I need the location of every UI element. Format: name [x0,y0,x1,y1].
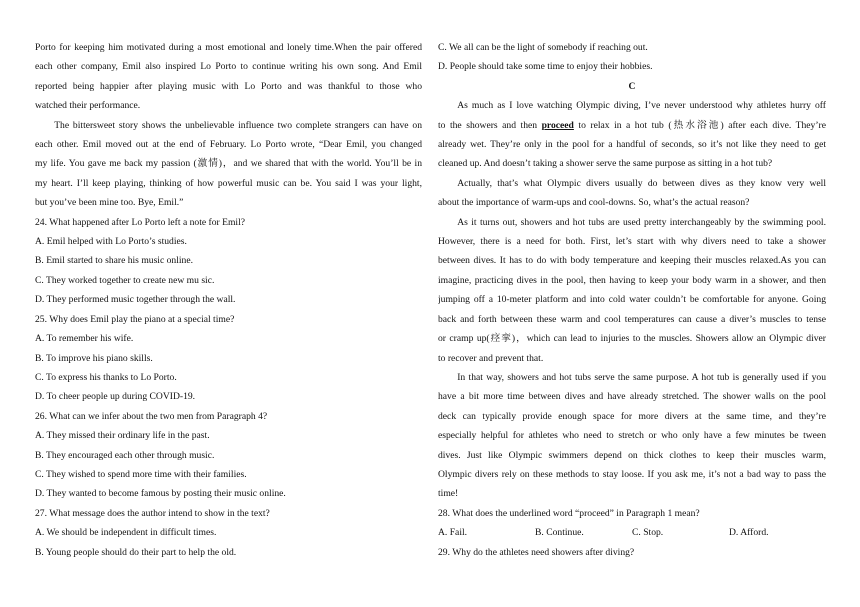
text-line: my heart. I’ll keep playing, thinking of how powerful music can be. You said I was your light, [35,177,422,189]
underlined-word: proceed [541,119,574,131]
text-line: especially helpful for athletes who need to stretch or who only have a few minutes be tween [438,430,826,442]
text-line: In that way, showers and hot tubs serve the same purpose. A hot tub is generally used if you [457,371,826,383]
right-column [438,38,826,562]
text-line: Actually, that’s what Olympic divers usually do between dives as they know very well [457,177,826,189]
question-28-options [438,523,826,542]
option-27a: A. We should be independent in difficult times. [35,527,217,539]
text-line: imagine, practicing dives in the pool, then having to keep your body warm in a shower, and then [438,274,826,286]
option-25d: D. To cheer people up during COVID-19. [35,391,196,403]
option-27d: D. People should take some time to enjoy their hobbies. [438,61,653,73]
question-25: 25. Why does Emil play the piano at a special time? [35,313,235,325]
option-26b: B. They encouraged each other through music. [35,449,215,461]
text-line: As it turns out, showers and hot tubs are used pretty interchangeably by the swimming pool. [457,216,826,228]
text-line: already wet. They’re only in the pool for a handful of seconds, so it’s not like they need to get [438,139,826,151]
option-26a: A. They missed their ordinary life in the past. [35,430,210,442]
option-24b: B. Emil started to share his music online. [35,255,194,267]
text-line: dives. Just like Olympic swimmers depend on thick clothes to keep their muscles warm, [438,449,826,461]
text-line: The bittersweet story shows the unbelievable influence two complete strangers can have on [54,119,422,131]
text-line: to recover and prevent that. [438,352,544,364]
option-28a: A. Fail. [438,527,468,539]
option-24c: C. They worked together to create new mu sic. [35,274,215,286]
text-segment: to the showers and then [438,119,542,131]
option-28c: C. Stop. [632,527,664,539]
question-26: 26. What can we infer about the two men from Paragraph 4? [35,410,268,422]
text-line: As much as I love watching Olympic diving, I’ve never understood why athletes hurry off [457,100,826,112]
text-line: watched their performance. [35,100,141,112]
text-line [438,116,826,135]
section-heading: C [628,80,636,92]
option-26c: C. They wished to spend more time with their families. [35,468,247,480]
option-25c: C. To express his thanks to Lo Porto. [35,371,177,383]
text-line: about the importance of warm-ups and cool-downs. So, what’s the actual reason? [438,197,750,209]
text-line: cleaned up. And doesn’t taking a shower serve the same purpose as sitting in a hot tub? [438,158,773,170]
text-line: time! [438,488,459,500]
text-line: jumping off a 10-meter platform and into cold water couldn’t be comfortable for anyone. Going [438,294,826,306]
text-line: but you’ve been mine too. Bye, Emil.” [35,197,184,209]
text-line: back and forth between these warm and cool temperatures can cause a diver’s muscles to tense [438,313,826,325]
option-26d: D. They wanted to become famous by posting their music online. [35,488,286,500]
text-line: Olympic divers rely on these methods to stay loose. If you ask me, it’s not a bad way to pass the [438,468,826,480]
text-line: each other. Emil moved out at the end of February. Lo Porto wrote, “Dear Emil, you changed [35,139,422,151]
option-27b: B. Young people should do their part to help the old. [35,546,237,558]
option-24d: D. They performed music together through the wall. [35,294,236,306]
text-line: my life. You gave me back my passion (激情)，and we shared that with the world. You’ll be in [35,158,422,170]
text-line: However, there is a need for both. First, let’s start with why divers need to take a shower [438,236,826,248]
text-line: or cramp up(痉挛)，which can lead to injuries to the muscles. Showers allow an Olympic diver [438,333,826,345]
option-24a: A. Emil helped with Lo Porto’s studies. [35,236,187,248]
text-line: have a bit more time between dives and have already stretched. The shower walls on the pool [438,391,826,403]
question-24: 24. What happened after Lo Porto left a note for Emil? [35,216,246,228]
text-line: each other company, Emil also inspired Lo Porto to continue writing his own song. And Emil [35,61,422,73]
question-27: 27. What message does the author intend to show in the text? [35,507,270,519]
text-line: Porto for keeping him motivated during a most emotional and lonely time.When the pair offered [35,42,422,53]
option-25b: B. To improve his piano skills. [35,352,153,364]
text-line: between dives. It has to do with body temperature and keeping their muscles relaxed.As you can [438,255,826,267]
text-line: reported being happier after playing music with Lo Porto and was thankful to those who [35,80,422,92]
question-28: 28. What does the underlined word “proceed” in Paragraph 1 mean? [438,507,700,519]
text-segment: to relax in a hot tub (热水浴池) after each dive. They’re [573,119,826,131]
option-25a: A. To remember his wife. [35,333,134,345]
left-column [35,38,422,562]
text-line: deck can typically provide enough space for more divers at the same time, and they’re [438,410,826,422]
question-29: 29. Why do the athletes need showers after diving? [438,546,635,558]
option-28d: D. Afford. [729,527,769,539]
option-27c: C. We all can be the light of somebody if reaching out. [438,42,648,53]
option-28b: B. Continue. [535,527,584,539]
